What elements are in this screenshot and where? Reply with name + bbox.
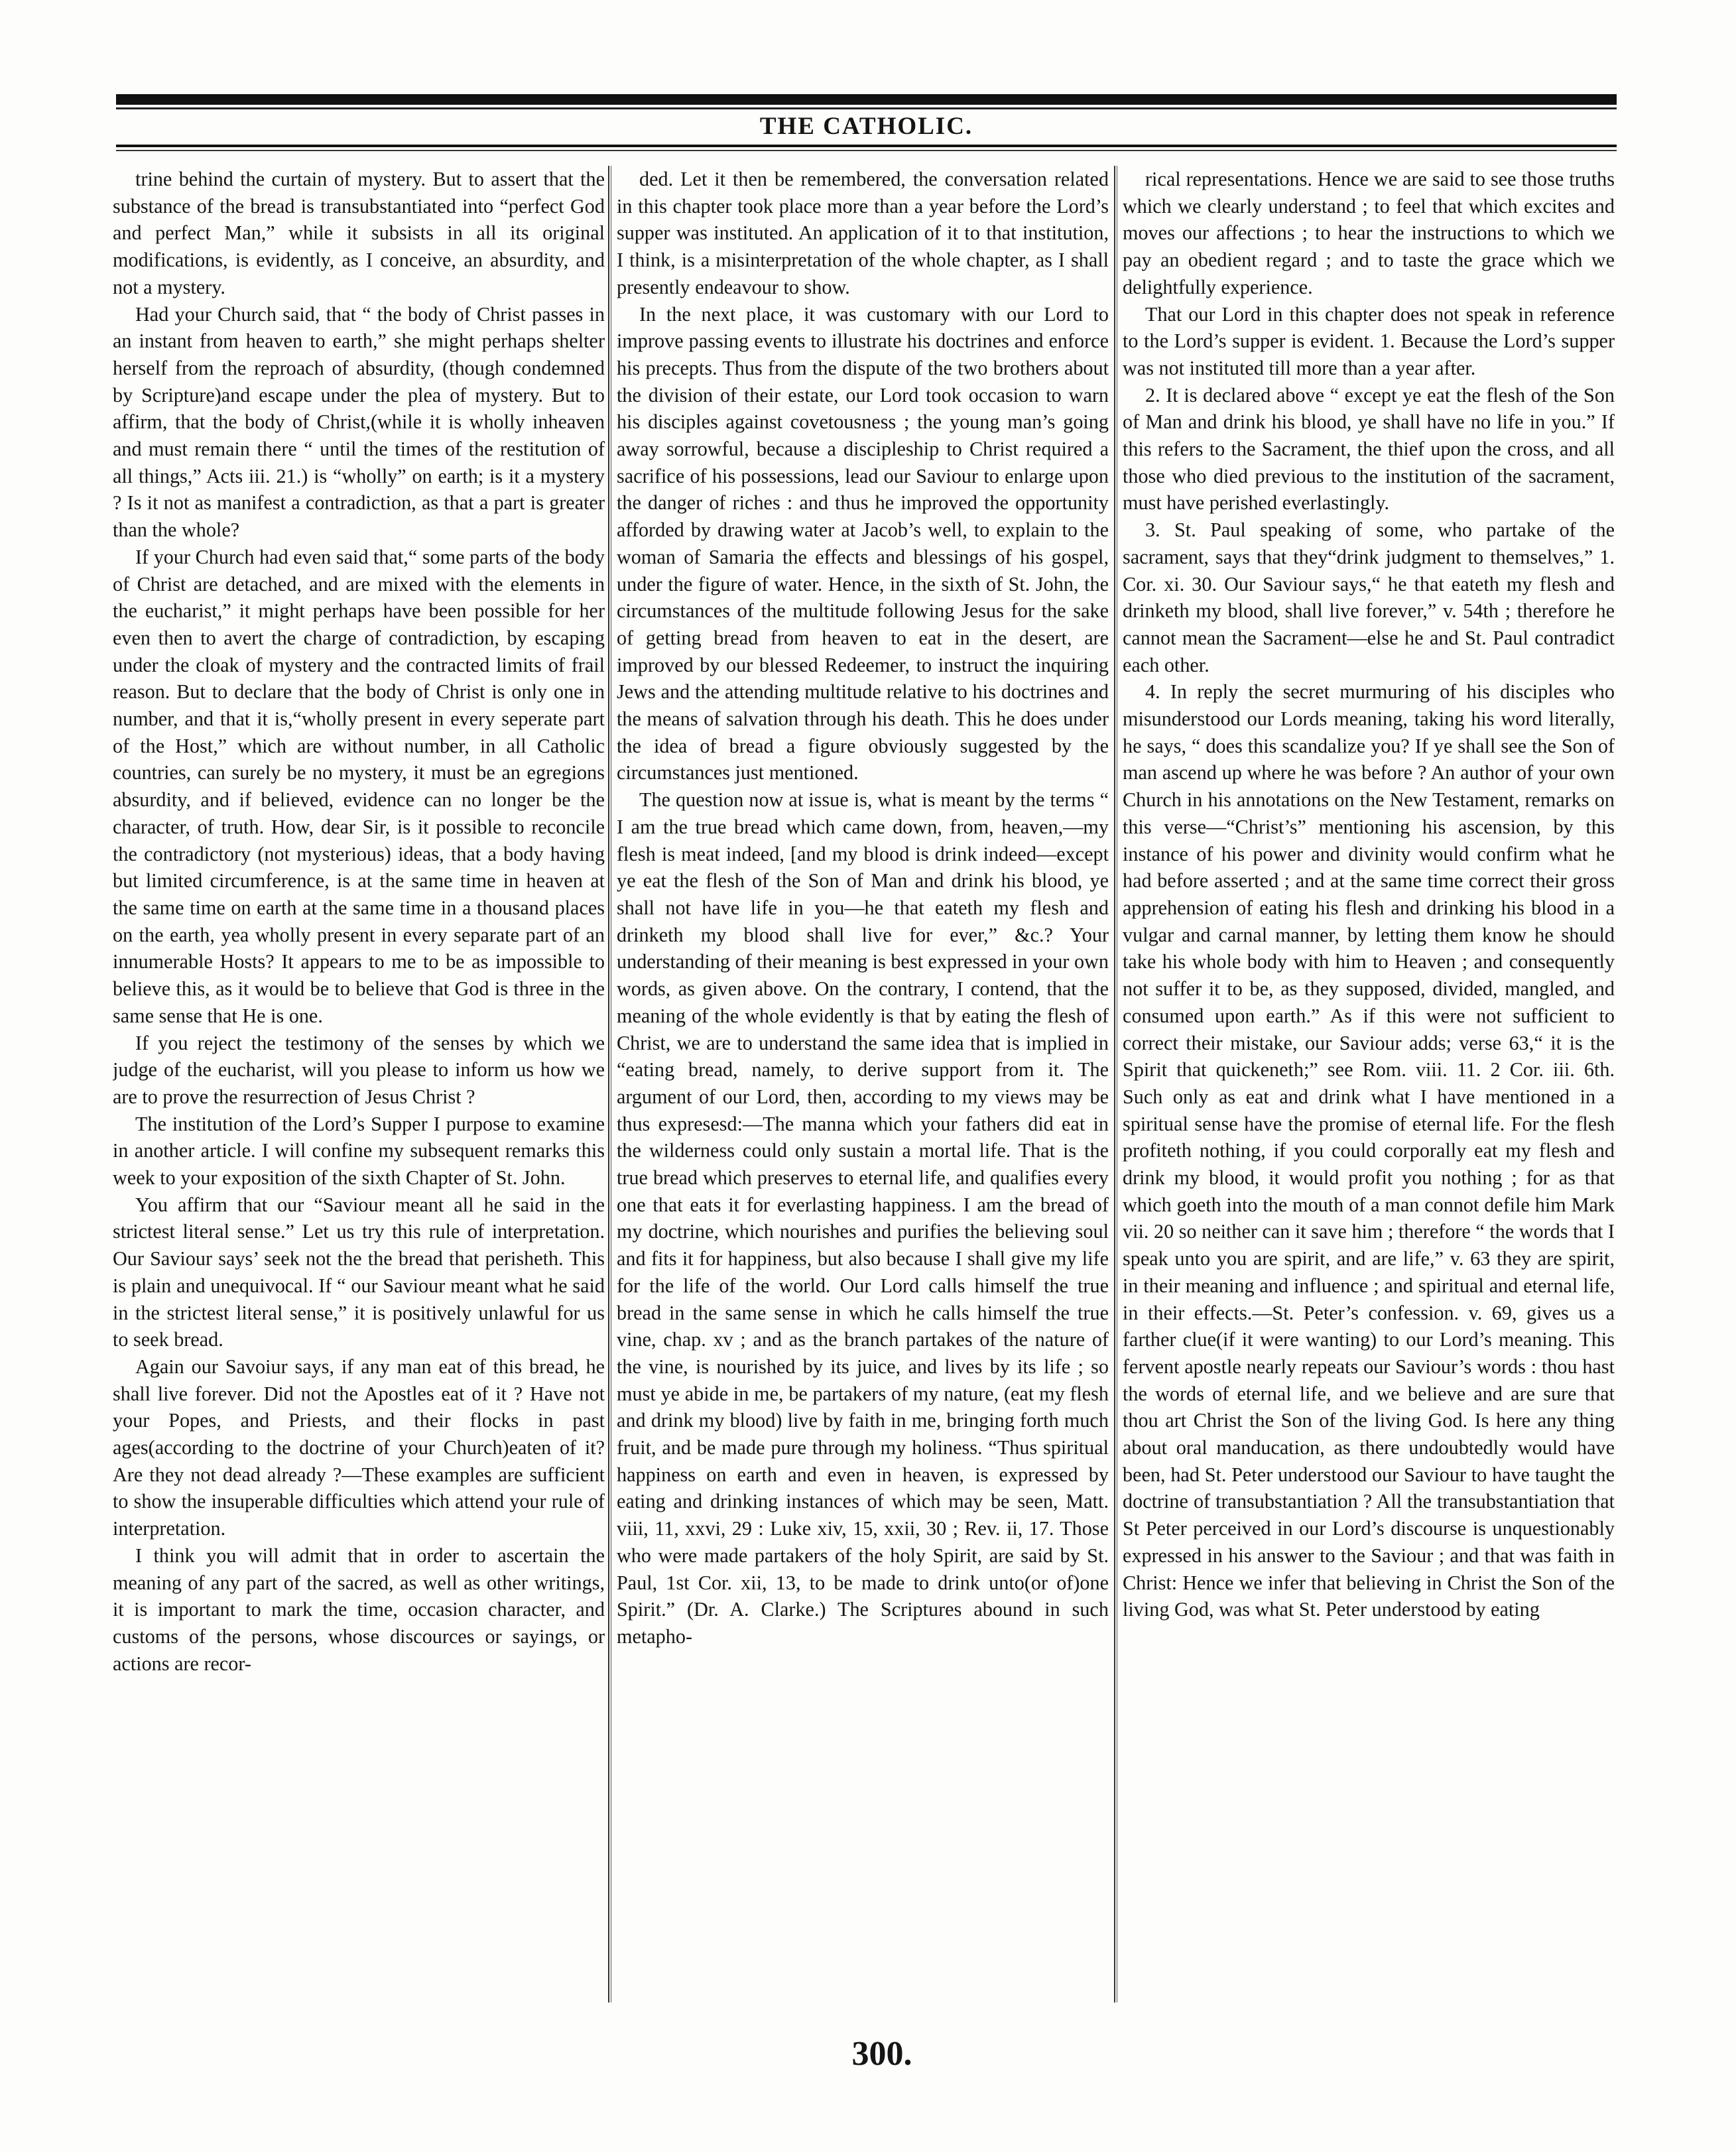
column-divider — [608, 166, 611, 2002]
masthead — [116, 111, 1617, 142]
text-column-right — [1123, 166, 1615, 2002]
paragraph: 2. It is declared above “ except ye eat the flesh of the Son of Man and drink his blood, ye shall have no life in you.” If this refers to the Sacrament, the thief upon the cross, and all those who died previous to the institution of the sacrament, must have perished everlastingly. — [1123, 383, 1615, 515]
paragraph: You affirm that our “Saviour meant all he said in the strictest literal sense.” Let us try this rule of interpretation. Our Saviour says’ seek not the the bread that perisheth. This is plain and unequivocal. If “ our Saviour meant what he said in the strictest literal sense,” it is positively unlawful for us to seek bread. — [113, 1193, 605, 1351]
paragraph: In the next place, it was customary with our Lord to improve passing events to illustrate his doctrines and enforce his precepts. Thus from the dispute of the two brothers about the division of their estate, our Lord took occasion to warn his disciples against covetousness ; the young man’s going away sorrowful, because a discipleship to Christ required a sacrifice of his possessions, lead our Saviour to enlarge upon the danger of riches : and thus he improved the opportunity afforded by drawing water at Jacob’s well, to explain to the woman of Samaria the effects and blessings of his gospel, under the figure of water. Hence, in the sixth of St. John, the circumstances of the multitude following Jesus for the sake of getting bread from heaven to eat in the desert, are improved by our blessed Redeemer, to instruct the inquiring Jews and the attending multitude relative to his doctrines and the means of salvation through his death. This he does under the idea of bread a figure obviously suggested by the circumstances just mentioned. — [617, 302, 1109, 784]
page-number: 300. — [851, 2035, 912, 2073]
paragraph: 3. St. Paul speaking of some, who partake of the sacrament, says that they“drink judgment to themselves,” 1. Cor. xi. 30. Our Saviour says,“ he that eateth my flesh and drinketh my blood, shall live forever,” v. 54th ; therefore he cannot mean the Sacrament—else he and St. Paul contradict each other. — [1123, 519, 1615, 676]
paragraph: I think you will admit that in order to ascertain the meaning of any part of the sacred, as well as other writings, it is important to mark the time, occasion character, and customs of the persons, whose discources or sayings, or actions are recor- — [113, 1544, 605, 1675]
paragraph: ded. Let it then be remembered, the conversation related in this chapter took place more than a year before the Lord’s supper was instituted. An application of it to that institution, I think, is a misinterpretation of the whole chapter, as I shall presently endeavour to show. — [617, 168, 1109, 298]
paragraph: If you reject the testimony of the senses by which we judge of the eucharist, will you please to inform us how we are to prove the resurrection of Jesus Christ ? — [113, 1031, 605, 1108]
heavy-top-rule — [116, 94, 1617, 105]
paragraph: Again our Savoiur says, if any man eat of this bread, he shall live forever. Did not the Apostles eat of it ? Have not your Popes, and Priests, and their flocks in past ages(according to the doctrine of your Church)eaten of it? Are they not dead already ?—These examples are sufficient to show the insuperable difficulties which attend your rule of interpretation. — [113, 1355, 605, 1540]
paragraph: That our Lord in this chapter does not speak in reference to the Lord’s supper is evident. 1. Because the Lord’s supper was not instituted till more than a year after. — [1123, 302, 1615, 379]
paragraph: The question now at issue is, what is meant by the terms “ I am the true bread which came down, from, heaven,—my flesh is meat indeed, [and my blood is drink indeed—except ye eat the flesh of the Son of Man and drink his blood, ye shall not have life in you—he that eateth my flesh and drinketh my blood shall live for ever,” &c.? Your understanding of their meaning is best expressed in your own words, as given above. On the contrary, I contend, that the meaning of the whole evidently is that by eating the flesh of Christ, we are to understand the same idea that is implied in “eating bread, namely, to derive support from it. The argument of our Lord, then, according to my views may be thus expresesd:—The manna which your fathers did eat in the wilderness could only sustain a mortal life. That is the true bread which preserves to eternal life, and qualifies every one that eats it for everlasting happiness. I am the bread of my doctrine, which nourishes and purifies the believing soul and fits it for happiness, but also because I shall give my life for the life of the world. Our Lord calls himself the true bread in the same sense in which he calls himself the true vine, chap. xv ; and as the branch partakes of the nature of the vine, is nourished by its juice, and lives by its life ; so must ye abide in me, be partakers of my nature, (eat my flesh and drink my blood) live by faith in me, bringing forth much fruit, and be made pure through my holiness. “Thus spiritual happiness on earth and even in heaven, is expressed by eating and drinking instances of which may be seen, Matt. viii, 11, xxvi, 29 : Luke xiv, 15, xxii, 30 ; Rev. ii, 17. Those who were made partakers of the holy Spirit, are said by St. Paul, 1st Cor. xii, 13, to be made to drink unto(or of)one Spirit.” (Dr. A. Clarke.) The Scriptures abound in such metapho- — [617, 788, 1109, 1648]
masthead-rule — [116, 145, 1617, 147]
paragraph: The institution of the Lord’s Supper I purpose to examine in another article. I will confine my subsequent remarks this week to your exposition of the sixth Chapter of St. John. — [113, 1112, 605, 1190]
paragraph: rical representations. Hence we are said to see those truths which we clearly understand ; to feel that which excites and moves our affections ; to hear the instructions to which we pay an obedient regard ; and to taste the grace which we delightfully experience. — [1123, 168, 1615, 298]
masthead-rule-thin — [116, 150, 1617, 151]
masthead-title: THE CATHOLIC. — [759, 113, 973, 140]
column-divider — [1114, 166, 1117, 2002]
text-column-middle — [617, 166, 1109, 2002]
paragraph: If your Church had even said that,“ some parts of the body of Christ are detached, and are mixed with the elements in the eucharist,” it might perhaps have been possible for her even then to avert the charge of contradiction, by escaping under the cloak of mystery and the contracted limits of frail reason. But to declare that the body of Christ is only one in number, and that it is,“wholly present in every seperate part of the Host,” which are without number, in all Catholic countries, can surely be no mystery, it must be an egregions absurdity, and if believed, evidence can no longer be the character, of truth. How, dear Sir, is it possible to reconcile the contradictory (not mysterious) ideas, that a body having but limited circumference, is at the same time in heaven at the same time on earth at the same time in a thousand places on the earth, yea wholly present in every separate part of an innumerable Hosts? It appears to me to be as impossible to believe this, as it would be to believe that God is three in the same sense that He is one. — [113, 545, 605, 1027]
paragraph: trine behind the curtain of mystery. But to assert that the substance of the bread is transubstantiated into “perfect God and perfect Man,” while it subsists in all its original modifications, is evidently, as I conceive, an absurdity, and not a mystery. — [113, 168, 605, 298]
text-column-left — [113, 166, 605, 2002]
thin-top-rule — [116, 107, 1617, 109]
paragraph: 4. In reply the secret murmuring of his disciples who misunderstood our Lords meaning, taking his word literally, he says, “ does this scandalize you? If ye shall see the Son of man ascend up where he was before ? An author of your own Church in his annotations on the New Testament, remarks on this verse—“Christ’s” mentioning his ascension, by this instance of his power and divinity would confirm what he had before asserted ; and at the same time correct their gross apprehension of eating his flesh and drinking his blood in a vulgar and carnal manner, by letting them know he should take his whole body with him to Heaven ; and consequently not suffer it to be, as they supposed, divided, mangled, and consumed upon earth.” As if this were not sufficient to correct their mistake, our Saviour adds; verse 63,“ it is the Spirit that quickeneth;” see Rom. viii. 11. 2 Cor. iii. 6th. Such only as eat and drink what I have mentioned in a spiritual sense have the promise of eternal life. For the flesh profiteth nothing, if you could corporally eat my flesh and drink my blood, it would profit you nothing ; for as that which goeth into the mouth of a man connot defile him Mark vii. 20 so neither can it save him ; therefore “ the words that I speak unto you are spirit, and are life,” v. 63 they are spirit, in their meaning and influence ; and spiritual and eternal life, in their effects.—St. Peter’s confession. v. 69, gives us a farther clue(if it were wanting) to our Lord’s meaning. This fervent apostle nearly repeats our Saviour’s words : thou hast the words of eternal life, and we believe and are sure that thou art Christ the Son of the living God. Is here any thing about oral manducation, as there undoubtedly would have been, had St. Peter understood our Saviour to have taught the doctrine of transubstantiation ? All the transubstantiation that St Peter perceived in our Lord’s discourse is unquestionably expressed in his answer to the Saviour ; and that was faith in Christ: Hence we infer that believing in Christ the Son of the living God, was what St. Peter understood by eating — [1123, 680, 1615, 1621]
paragraph: Had your Church said, that “ the body of Christ passes in an instant from heaven to earth,” she might perhaps shelter herself from the reproach of absurdity, (though condemned by Scripture)and escape under the plea of mystery. But to affirm, that the body of Christ,(while it is wholly inheaven and must remain there “ until the times of the restitution of all things,” Acts iii. 21.) is “wholly” on earth; is it a mystery ? Is it not as manifest a contradiction, as that a part is greater than the whole? — [113, 302, 605, 542]
